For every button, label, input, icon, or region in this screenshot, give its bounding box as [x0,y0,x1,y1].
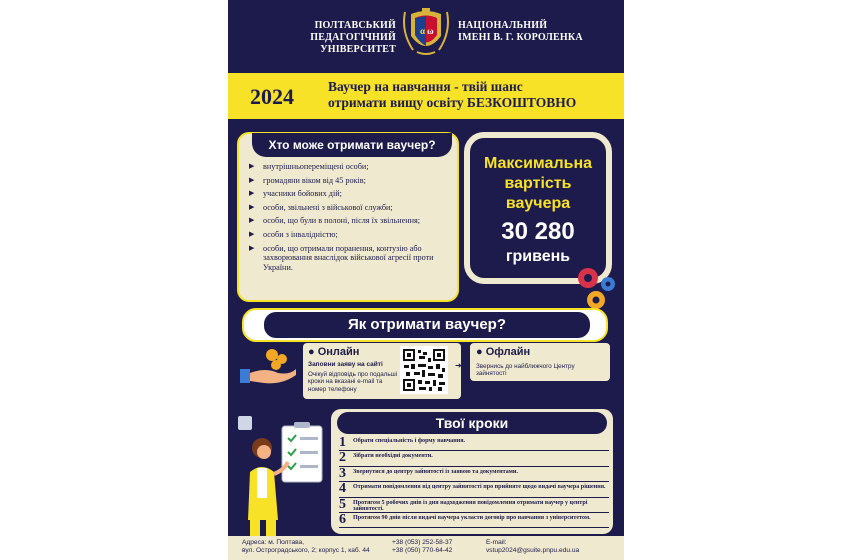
eligibility-list [249,162,453,276]
qr-code[interactable] [400,346,448,394]
footer-email-label: E-mail: [486,539,507,546]
step-number: 4 [339,481,346,497]
step-text: Отримати повідомлення від центру зайнятості про прийняте щодо видачі ваучера рішення. [353,484,606,491]
headline-banner [228,73,624,119]
footer-phone-1[interactable]: +38 (053) 252-58-37 [392,539,453,546]
step-item [339,467,609,482]
step-item [339,482,609,497]
how-to-get-title: Як отримати ваучер? [264,312,590,338]
svg-text:ω: ω [427,26,434,36]
eligibility-item: ▶ особи, звільнені з військової служби; [249,203,453,213]
steps-title: Твої кроки [337,412,607,434]
footer-address-line2: вул. Остроградського, 2; корпус 1, каб. 44 [242,547,370,555]
offline-title: ● Офлайн [476,346,531,358]
footer-email-block [486,539,579,555]
eligibility-item: ▶ особи, що були в полоні, після їх звільнення; [249,216,453,226]
footer-phone-2[interactable]: +38 (050) 770-64-42 [392,547,453,555]
banner-title-line1: Ваучер на навчання - твій шанс [328,79,523,94]
offline-card [470,343,610,381]
step-number: 6 [339,511,346,527]
offline-text: Звернись до найближчого Центру зайнятості [476,363,575,378]
eligibility-card [237,132,459,302]
university-crest-icon [399,6,453,58]
step-item [339,513,609,528]
eligibility-item: ▶ внутрішньопереміщені особи; [249,162,453,172]
online-text: Очікуй відповідь про подальші кроки на вказані e-mail та номер телефону [308,371,398,393]
max-value-title [470,154,606,214]
footer-phones [392,539,452,555]
university-name-right [458,20,618,44]
hand-with-coins-icon [238,345,298,387]
step-number: 5 [339,496,346,512]
banner-year: 2024 [250,84,294,109]
voucher-poster [228,0,624,560]
max-value-amount: 30 280 [501,218,575,245]
step-item [339,451,609,466]
university-name-right-line2: ІМЕНІ В. Г. КОРОЛЕНКА [458,32,583,43]
eligibility-item: ▶ учасники бойових дій; [249,189,453,199]
footer-address [242,539,370,555]
eligibility-item: ▶ громадяни віком від 45 років; [249,176,453,186]
step-number: 3 [339,465,346,481]
arrow-right-icon: ➜ [455,361,462,370]
online-step: Заповни заяву на сайті [308,361,383,368]
step-text: Обрати спеціальність і форму навчання. [353,438,466,444]
step-text: Звернутися до центру зайнятості із заявою та документами. [353,468,518,475]
how-to-get-header [242,308,608,342]
online-title: ● Онлайн [308,346,360,358]
svg-text:α: α [420,26,426,36]
footer-address-line1: Адреса: м. Полтава, [242,539,305,546]
max-value-title-line2: вартість [504,175,572,192]
eligibility-title: Хто може отримати ваучер? [252,133,452,157]
gears-icon [572,262,624,314]
eligibility-item: ▶ особи з інвалідністю; [249,230,453,240]
university-name-left-line2: ПЕДАГОГІЧНИЙ УНІВЕРСИТЕТ [310,32,396,55]
eligibility-item: ▶ особи, що отримали поранення, контузію або захворювання внаслідок військової агресії проти України. [249,244,453,273]
university-name-left [246,20,396,56]
step-text: Протягом 5 робочих днів із дня надходження повідомлення отримати ваучер у центрі зайнятості. [353,499,588,513]
university-name-left-line1: ПОЛТАВСЬКИЙ [314,20,396,31]
max-value-title-line1: Максимальна [483,155,593,172]
university-name-right-line1: НАЦІОНАЛЬНИЙ [458,20,548,31]
max-value-title-line3: ваучера [505,195,571,212]
max-value-currency: гривень [505,248,571,265]
step-item [339,436,609,451]
step-text: Протягом 90 днів після видачі ваучера укласти договір про навчання з університетом. [353,514,591,521]
step-text: Зібрати необхідні документи. [353,453,433,460]
banner-title-line2: отримати вищу освіту БЕЗКОШТОВНО [328,95,577,110]
woman-with-checklist-illustration [228,412,332,544]
banner-title [328,79,618,111]
step-number: 2 [339,450,346,466]
steps-card [331,409,613,534]
steps-list [339,436,609,528]
step-item [339,498,609,513]
footer-email-link[interactable]: vstup2024@gsuite.pnpu.edu.ua [486,547,580,555]
contact-footer [228,536,624,560]
step-number: 1 [339,435,346,450]
